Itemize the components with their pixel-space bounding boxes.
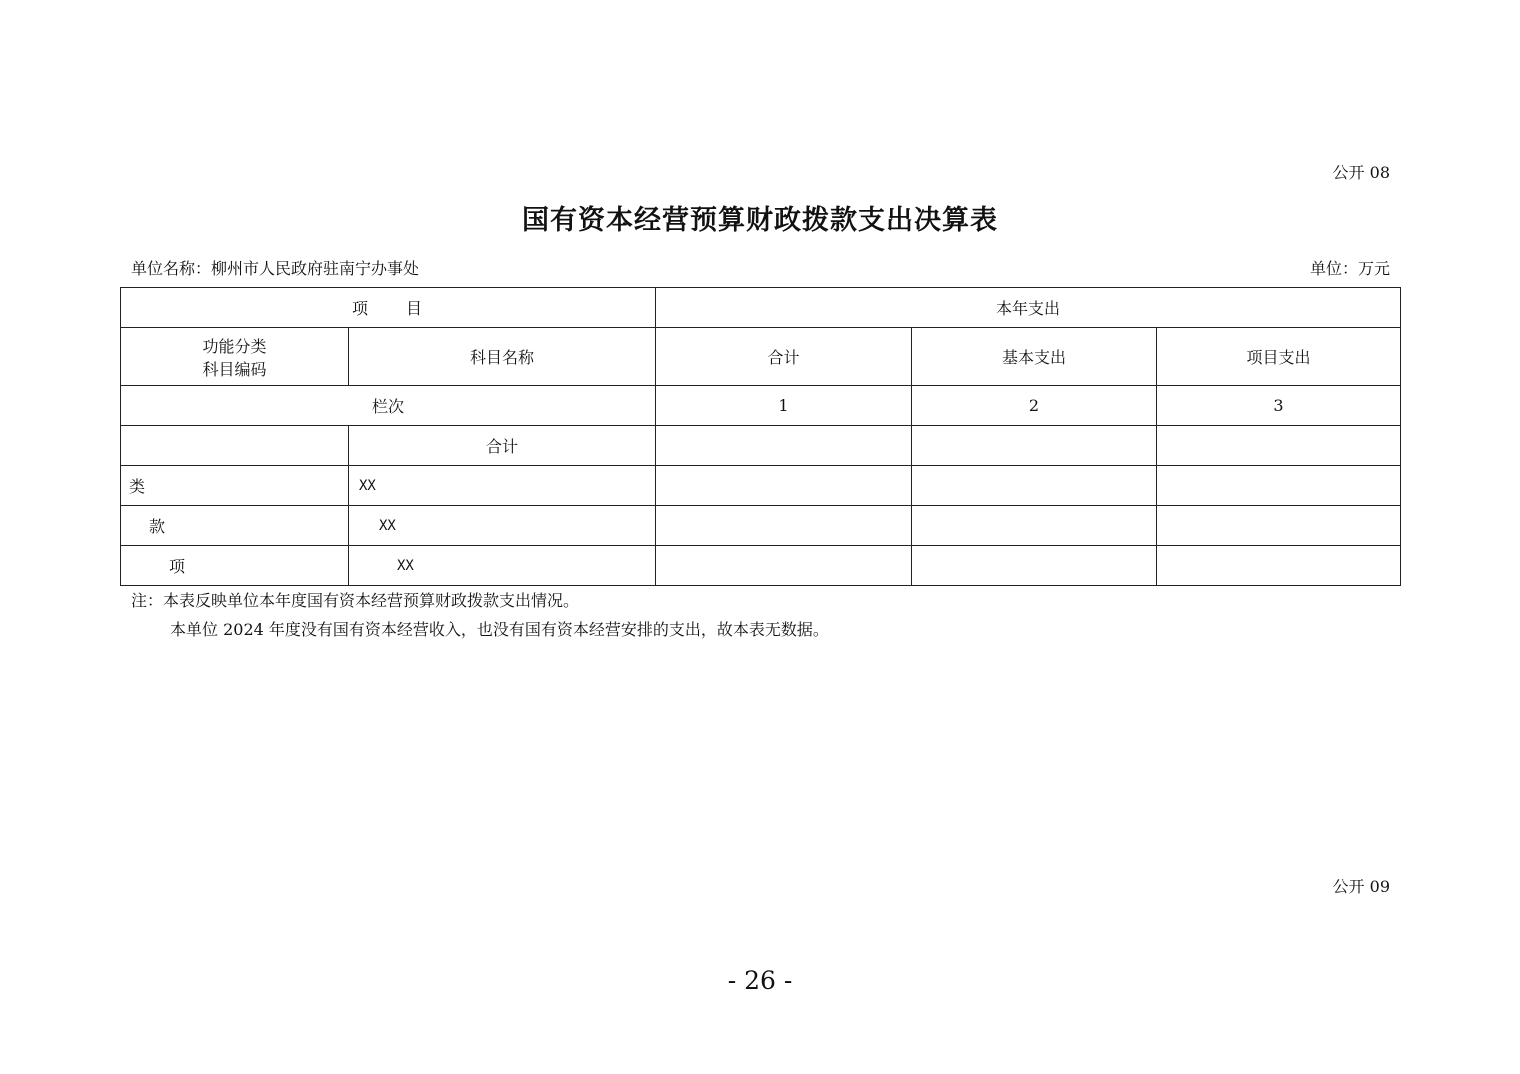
unit-name: 单位名称：柳州市人民政府驻南宁办事处 — [131, 259, 420, 278]
column-index-2: 2 — [912, 386, 1157, 426]
item-basic-cell — [912, 546, 1157, 586]
table-row-total — [121, 426, 1401, 466]
header-current-year-expense: 本年支出 — [656, 288, 1401, 328]
class-sum-cell — [656, 466, 912, 506]
total-label: 合计 — [349, 426, 656, 466]
table-header-row — [121, 288, 1401, 328]
header-subject-name: 科目名称 — [349, 328, 656, 386]
class-project-cell — [1157, 466, 1401, 506]
section-project-cell — [1157, 506, 1401, 546]
document-code-top: 公开 08 — [1332, 163, 1390, 182]
total-sum-cell — [656, 426, 912, 466]
table-row-item — [121, 546, 1401, 586]
column-index-row — [121, 386, 1401, 426]
column-index-3: 3 — [1157, 386, 1401, 426]
header-basic-expense: 基本支出 — [912, 328, 1157, 386]
total-code-cell — [121, 426, 349, 466]
table-row-class — [121, 466, 1401, 506]
class-basic-cell — [912, 466, 1157, 506]
section-label: 款 — [121, 506, 349, 546]
page-number: - 26 - — [727, 966, 793, 995]
header-function-code — [121, 328, 349, 386]
unit-measure: 单位：万元 — [1309, 259, 1390, 278]
table-subheader-row — [121, 328, 1401, 386]
document-code-bottom: 公开 09 — [1332, 877, 1390, 896]
section-basic-cell — [912, 506, 1157, 546]
header-function-code-line2: 科目编码 — [202, 359, 267, 379]
total-basic-cell — [912, 426, 1157, 466]
page-title: 国有资本经营预算财政拨款支出决算表 — [522, 205, 998, 236]
item-sum-cell — [656, 546, 912, 586]
note-line-2: 本单位 2024 年度没有国有资本经营收入，也没有国有资本经营安排的支出，故本表无数据。 — [170, 620, 829, 639]
section-value: XX — [349, 506, 656, 546]
note-line-1: 注：本表反映单位本年度国有资本经营预算财政拨款支出情况。 — [131, 591, 580, 610]
column-index-label: 栏次 — [121, 386, 656, 426]
column-index-1: 1 — [656, 386, 912, 426]
item-value: XX — [349, 546, 656, 586]
item-label: 项 — [121, 546, 349, 586]
total-project-cell — [1157, 426, 1401, 466]
class-label: 类 — [121, 466, 349, 506]
header-total: 合计 — [656, 328, 912, 386]
expense-table — [120, 287, 1400, 586]
header-project-expense: 项目支出 — [1157, 328, 1401, 386]
item-project-cell — [1157, 546, 1401, 586]
table-row-section — [121, 506, 1401, 546]
section-sum-cell — [656, 506, 912, 546]
header-function-code-line1: 功能分类 — [202, 336, 267, 356]
header-item: 项 目 — [121, 288, 656, 328]
class-value: XX — [349, 466, 656, 506]
